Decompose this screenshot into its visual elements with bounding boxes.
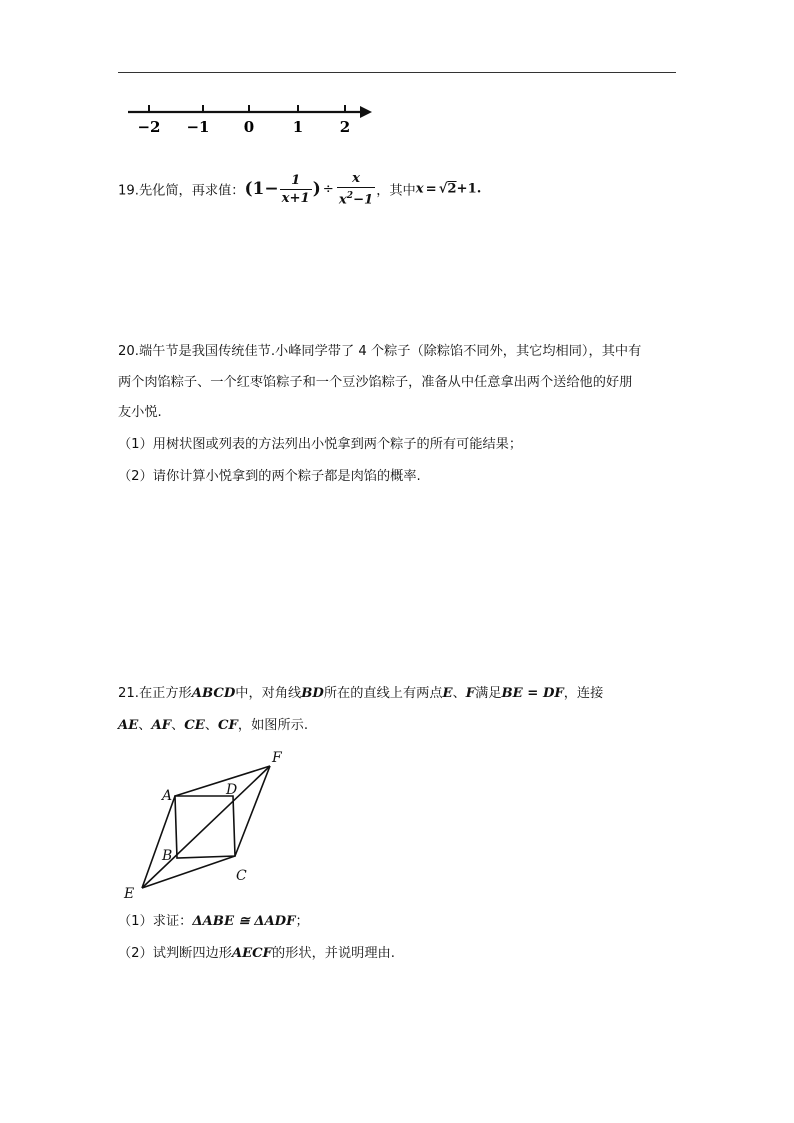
label-b: B xyxy=(162,848,173,864)
q20-line-3: 友小悦. xyxy=(118,405,162,420)
fraction: $\frac{x}{x^2-1}$ xyxy=(338,171,374,208)
question-19: 19.先化简，再求值：(1− $\frac{1}{x+1}$ ) ÷ $\frac{x}{x^2-1}$ ，其中x = √2+1. xyxy=(118,171,482,208)
q21-sub-1: （1）求证：ΔABE ≅ ΔADF； xyxy=(118,914,309,929)
q20-line-2: 两个肉馅粽子、一个红枣馅粽子和一个豆沙馅粽子，准备从中任意拿出两个送给他的好朋 xyxy=(118,375,633,390)
tick-label: 0 xyxy=(243,118,255,136)
q20-line-1: 20.端午节是我国传统佳节.小峰同学带了 4 个粽子（除粽馅不同外，其它均相同），其中有 xyxy=(118,344,642,359)
tick-label: −2 xyxy=(137,118,161,136)
q21-line-2: AE、AF、CE、CF，如图所示. xyxy=(118,718,309,733)
q21-sub-2: （2）试判断四边形AECF的形状，并说明理由. xyxy=(118,946,395,961)
header-rule xyxy=(118,72,676,73)
q21-line-1: 21.在正方形ABCD中，对角线BD所在的直线上有两点E、F满足BE = DF，连接 xyxy=(118,686,604,701)
label-c: C xyxy=(236,868,247,884)
tick-label: −1 xyxy=(186,118,210,136)
geometry-figure xyxy=(118,748,298,900)
label-a: A xyxy=(162,788,173,804)
number-line xyxy=(120,98,380,138)
label-e: E xyxy=(124,886,135,900)
label-d: D xyxy=(226,782,238,798)
arrow-right-icon xyxy=(360,106,372,118)
tick-label: 2 xyxy=(339,118,351,136)
label-f: F xyxy=(272,750,282,766)
q20-sub-1: （1）用树状图或列表的方法列出小悦拿到两个粽子的所有可能结果； xyxy=(118,437,523,452)
fraction: $\frac{1}{x+1}$ xyxy=(281,172,310,206)
tick-label: 1 xyxy=(292,118,304,136)
q20-sub-2: （2）请你计算小悦拿到的两个粽子都是肉馅的概率. xyxy=(118,469,421,484)
